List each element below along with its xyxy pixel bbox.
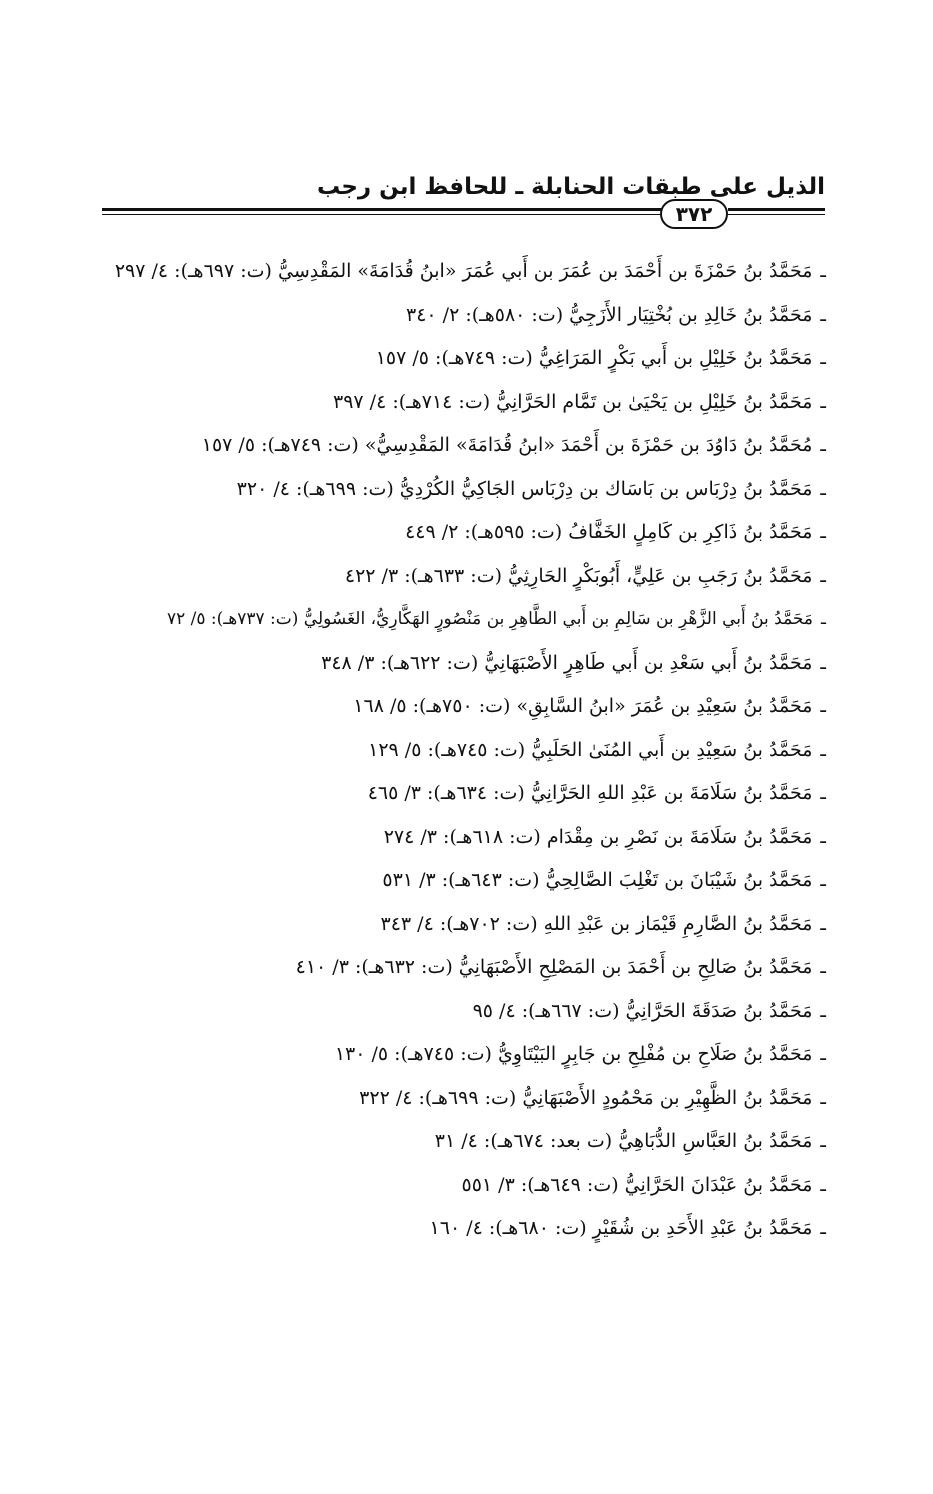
index-entry [126, 729, 826, 773]
entry-text: مَحَمَّدُ بنُ الصَّارِمِ قَيْمَاز بن عَبْدِ اللهِ (ت: ٧٠٢هـ): ٤/ ٣٤٣ [380, 912, 813, 935]
entry-dash: ـ [820, 956, 826, 978]
entry-text: مَحَمَّدُ بنُ خَلِيْلِ بن يَحْيَىٰ بن تَمَّام الحَرَّانِيُّ (ت: ٧١٤هـ): ٤/ ٣٩٧ [333, 390, 813, 413]
entry-dash: ـ [820, 564, 826, 587]
entry-dash: ـ [820, 521, 826, 543]
entry-dash: ـ [820, 1173, 826, 1196]
index-entry [126, 816, 826, 860]
entry-dash: ـ [820, 390, 826, 413]
index-entry [126, 1164, 826, 1208]
entry-text: مَحَمَّدُ بنُ خَالِدِ بن بُخْتِيَار الأَزَجِيُّ (ت: ٥٨٠هـ): ٢/ ٣٤٠ [406, 303, 813, 326]
entry-dash: ـ [820, 1217, 826, 1239]
index-entries-list [114, 250, 826, 1251]
index-entry [126, 990, 826, 1034]
index-entry [126, 381, 826, 425]
entry-text: مَحَمَّدُ بنُ دِرْبَاس بن بَاسَاك بن دِرْبَاس الجَاكِيُّ الكُرْدِيُّ (ت: ٦٩٩هـ): ٤/ ٣٢٠ [236, 477, 813, 500]
index-entry [126, 424, 826, 468]
index-entry [126, 946, 826, 990]
entry-text: مَحَمَّدُ بنُ عَبْدِ الأَحَدِ بن شُقَيْرٍ (ت: ٦٨٠هـ): ٤/ ١٦٠ [429, 1217, 813, 1239]
entry-dash: ـ [820, 695, 826, 717]
index-entry [126, 1033, 826, 1077]
index-entry [126, 642, 826, 686]
entry-text: مَحَمَّدُ بنُ العَبَّاسِ الدُّبَاهِيُّ (ت بعد: ٦٧٤هـ): ٤/ ٣١ [434, 1130, 813, 1152]
index-entry [126, 555, 826, 599]
running-head-title: الذيل على طبقات الحنابلة ـ للحافظ ابن رجب [316, 174, 825, 200]
entry-text: مَحَمَّدُ بنُ سَلَامَةَ بن نَصْرِ بن مِقْدَام (ت: ٦١٨هـ): ٣/ ٢٧٤ [383, 825, 813, 848]
index-entry [126, 337, 826, 381]
index-entry [126, 859, 826, 903]
header-rule-left [102, 208, 662, 215]
entry-text: مَحَمَّدُ بنُ سَعِيْدِ بن عُمَرَ «ابنُ السَّابِقِ» (ت: ٧٥٠هـ): ٥/ ١٦٨ [353, 695, 813, 717]
entry-dash: ـ [820, 782, 826, 804]
index-entry [126, 294, 826, 338]
entry-text: مَحَمَّدُ بنُ صَلَاحِ بن مُفْلِحِ بن جَابِرٍ البَيْتَاوِيُّ (ت: ٧٤٥هـ): ٥/ ١٣٠ [334, 1043, 813, 1065]
entry-text: مَحَمَّدُ بنُ أَبي سَعْدِ بن أَبي طَاهِرٍ الأَصْبَهَانِيُّ (ت: ٦٢٢هـ): ٣/ ٣٤٨ [321, 651, 813, 674]
entry-text: مَحَمَّدُ بنُ حَمْزَةَ بن أَحْمَدَ بن عُمَرَ بن أَبي عُمَرَ «ابنُ قُدَامَةَ» المَقْدِسِيُّ (ت: ٦٩٧هـ): ٤/ ٢٩٧ [114, 260, 813, 282]
entry-dash: ـ [820, 738, 826, 761]
entry-dash: ـ [820, 1043, 826, 1065]
entry-text: مَحَمَّدُ بنُ صَدَقَةَ الحَرَّانِيُّ (ت: ٦٦٧هـ): ٤/ ٩٥ [472, 999, 813, 1022]
entry-dash: ـ [820, 869, 826, 891]
entry-text: مَحَمَّدُ بنُ سَعِيْدِ بن أَبي المُنَىٰ الحَلَبِيُّ (ت: ٧٤٥هـ): ٥/ ١٢٩ [368, 738, 813, 761]
entry-dash: ـ [820, 347, 826, 369]
index-entry [126, 1077, 826, 1121]
index-entry [114, 250, 826, 294]
index-entry [126, 685, 826, 729]
index-entry [126, 903, 826, 947]
index-entry [126, 1207, 826, 1251]
page-number: ٣٧٢ [660, 199, 728, 229]
entry-dash: ـ [820, 1130, 826, 1152]
entry-dash: ـ [820, 999, 826, 1022]
index-entry [126, 598, 826, 642]
entry-dash: ـ [820, 434, 826, 456]
header-rule-right [728, 208, 825, 215]
entry-dash: ـ [820, 651, 826, 674]
entry-text: مَحَمَّدُ بنُ الظَّهِيْرِ بن مَحْمُودٍ الأَصْبَهَانِيُّ (ت: ٦٩٩هـ): ٤/ ٣٢٢ [359, 1086, 813, 1109]
entry-text: مَحَمَّدُ بنُ ذَاكِرِ بن كَامِلٍ الخَفَّافُ (ت: ٥٩٥هـ): ٢/ ٤٤٩ [405, 521, 813, 543]
entry-dash: ـ [820, 477, 826, 500]
entry-text: مَحَمَّدُ بنُ سَلَامَةَ بن عَبْدِ اللهِ الحَرَّانِيُّ (ت: ٦٣٤هـ): ٣/ ٤٦٥ [367, 782, 813, 804]
entry-dash: ـ [820, 912, 826, 935]
entry-dash: ـ [820, 825, 826, 848]
entry-dash: ـ [820, 260, 826, 282]
entry-dash: ـ [820, 303, 826, 326]
entry-dash: ـ [820, 1086, 826, 1109]
entry-text: مَحَمَّدُ بنُ رَجَبِ بن عَلِيٍّ، أَبُوبَكْرٍ الحَارِثِيُّ (ت: ٦٣٣هـ): ٣/ ٤٢٢ [344, 564, 813, 587]
entry-text: مُحَمَّدُ بنُ دَاوُدَ بن حَمْزَةَ بن أَحْمَدَ «ابنُ قُدَامَةَ» المَقْدِسِيُّ» (ت: ٧٤٩هـ): ٥/ ١٥٧ [201, 434, 813, 456]
entry-dash: ـ [821, 609, 826, 629]
index-entry [126, 511, 826, 555]
entry-text: مَحَمَّدُ بنُ أَبي الزَّهْرِ بن سَالِمِ بن أَبي الطَّاهِرِ بن مَنْصُورٍ الهَكَّارِيُّ، الغَسُولِيُّ (ت: ٧٣٧هـ): ٥/ ٧٢ [166, 609, 814, 629]
entry-text: مَحَمَّدُ بنُ عَبْدَانَ الحَرَّانِيُّ (ت: ٦٤٩هـ): ٣/ ٥٥١ [461, 1173, 813, 1196]
index-entry [126, 772, 826, 816]
index-entry [126, 468, 826, 512]
index-entry [126, 1120, 826, 1164]
entry-text: مَحَمَّدُ بنُ شَيْبَانَ بن تَغْلِبَ الصَّالِحِيُّ (ت: ٦٤٣هـ): ٣/ ٥٣١ [382, 869, 813, 891]
entry-text: مَحَمَّدُ بنُ خَلِيْلِ بن أَبي بَكْرٍ المَرَاغِيُّ (ت: ٧٤٩هـ): ٥/ ١٥٧ [375, 347, 813, 369]
entry-text: مَحَمَّدُ بنُ صَالِحِ بن أَحْمَدَ بن المَصْلِحِ الأَصْبَهَانِيُّ (ت: ٦٣٢هـ): ٣/ ٤١٠ [295, 956, 813, 978]
